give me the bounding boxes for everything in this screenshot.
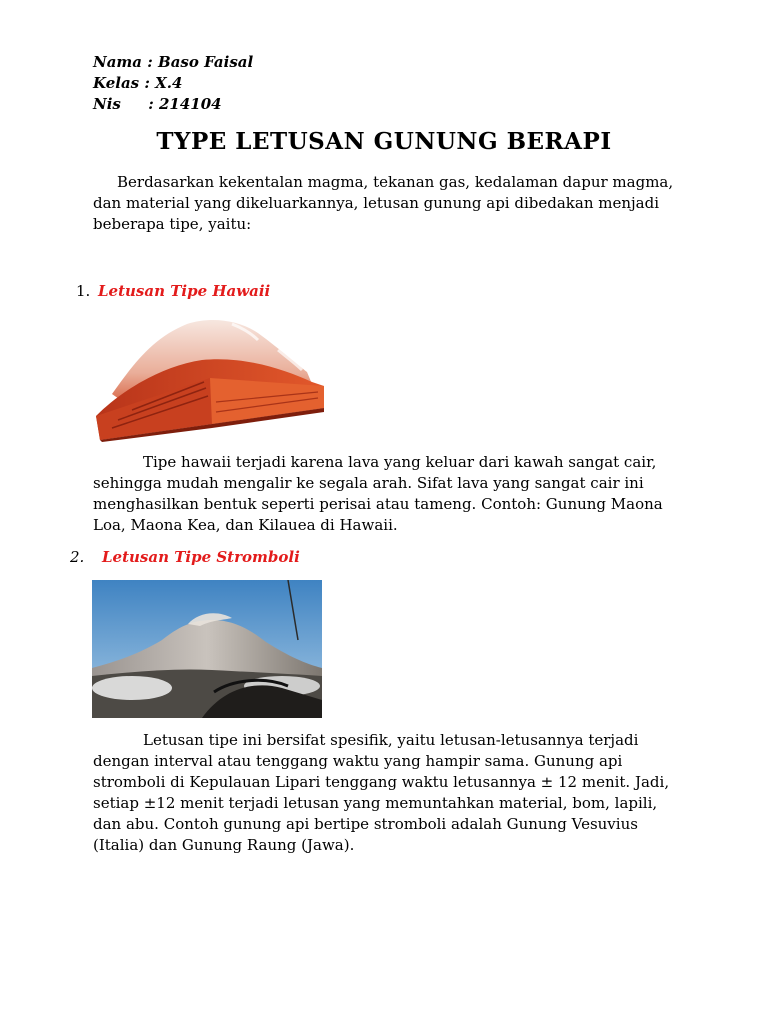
stromboli-line-1: Letusan tipe ini bersifat spesifik, yaitu letusan-letusannya terjadi (143, 731, 639, 749)
hawaii-volcano-image (92, 316, 328, 442)
nis-label: Nis (93, 95, 121, 113)
stromboli-line-3: stromboli di Kepulauan Lipari tenggang waktu letusannya ± 12 menit. Jadi, (93, 773, 670, 791)
section-heading-stromboli (70, 548, 300, 566)
hawaii-paragraph (93, 452, 677, 536)
class-value: X.4 (155, 74, 183, 92)
nis-value: : 214104 (148, 95, 222, 113)
class-label: Kelas : (93, 74, 150, 92)
page-title: TYPE LETUSAN GUNUNG BERAPI (156, 128, 612, 155)
student-name (93, 52, 253, 72)
stromboli-volcano-image (92, 580, 322, 718)
stromboli-line-2: dengan interval atau tenggang waktu yang hampir sama. Gunung api (93, 752, 623, 770)
intro-paragraph (93, 172, 677, 235)
stromboli-paragraph (93, 730, 677, 856)
hawaii-line-4: Loa, Maona Kea, dan Kilauea di Hawaii. (93, 516, 398, 534)
hawaii-line-1: Tipe hawaii terjadi karena lava yang keluar dari kawah sangat cair, (143, 453, 657, 471)
stromboli-line-6: (Italia) dan Gunung Raung (Jawa). (93, 836, 355, 854)
intro-line-1: Berdasarkan kekentalan magma, tekanan gas, kedalaman dapur magma, (117, 173, 674, 191)
hawaii-line-2: sehingga mudah mengalir ke segala arah. Sifat lava yang sangat cair ini (93, 474, 644, 492)
stromboli-line-4: setiap ±12 menit terjadi letusan yang memuntahkan material, bom, lapili, (93, 794, 658, 812)
intro-line-3: beberapa tipe, yaitu: (93, 215, 252, 233)
student-class (93, 73, 182, 93)
name-label: Nama : (93, 53, 153, 71)
section-number: 2. (70, 548, 85, 566)
section-title: Letusan Tipe Stromboli (102, 548, 300, 566)
section-title: Letusan Tipe Hawaii (98, 282, 271, 300)
name-value: Baso Faisal (158, 53, 254, 71)
stromboli-line-5: dan abu. Contoh gunung api bertipe stromboli adalah Gunung Vesuvius (93, 815, 638, 833)
student-nis (93, 94, 222, 114)
hawaii-line-3: menghasilkan bentuk seperti perisai atau tameng. Contoh: Gunung Maona (93, 495, 663, 513)
section-heading-hawaii (76, 282, 270, 300)
section-number: 1. (76, 282, 91, 300)
intro-line-2: dan material yang dikeluarkannya, letusan gunung api dibedakan menjadi (93, 194, 660, 212)
